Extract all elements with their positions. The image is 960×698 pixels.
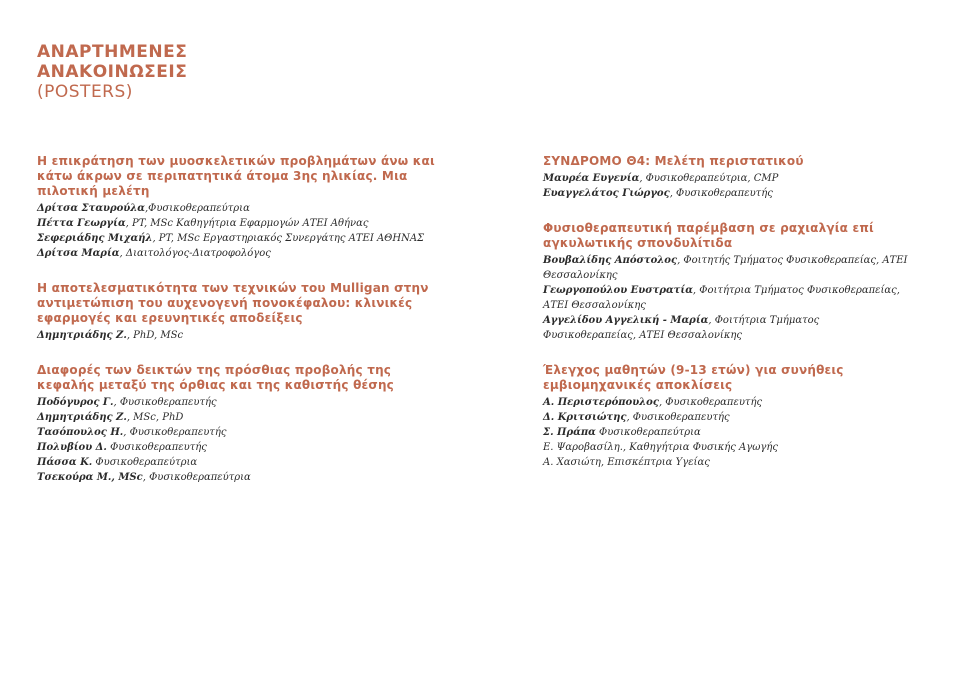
author-name: Πάσσα Κ. (37, 457, 93, 468)
author-role: Α. Χασιώτη, Επισκέπτρια Υγείας (543, 457, 710, 468)
author-line (543, 283, 913, 313)
author-role: , Φυσικοθεραπευτής (658, 397, 763, 408)
right-column (543, 154, 913, 490)
poster-title: Φυσιοθεραπευτική παρέμβαση σε ραχιαλγία επί αγκυλωτικής σπονδυλίτιδα (543, 221, 874, 250)
left-column (37, 154, 437, 505)
author-name: Τασόπουλος Η. (37, 427, 124, 438)
poster-title: Διαφορές των δεικτών της πρόσθιας προβολής της κεφαλής μεταξύ της όρθιας και της καθιστής θέσης (37, 363, 394, 392)
poster-title: Έλεγχος μαθητών (9-13 ετών) για συνήθεις εμβιομηχανικές αποκλίσεις (543, 363, 844, 392)
author-line (543, 395, 913, 410)
author-line (37, 410, 437, 425)
author-name: Δ. Κριτσιώτης (543, 412, 627, 423)
author-line (37, 231, 437, 246)
author-role: , Φυσικοθεραπεύτρια, CMP (639, 173, 779, 184)
author-name: Πολυβίου Δ. (37, 442, 107, 453)
author-name: Δρίτσα Μαρία (37, 248, 120, 259)
poster-item (37, 363, 437, 485)
author-line (37, 201, 437, 216)
author-name: Ευαγγελάτος Γιώργος (543, 188, 670, 199)
poster-title: Η αποτελεσματικότητα των τεχνικών του Mulligan στην αντιμετώπιση του αυχενογενή πονοκέφαλου: κλινικές εφαρμογές και ερευνητικές αποδείξεις (37, 281, 429, 325)
author-role: , Φυσικοθεραπευτής (626, 412, 730, 423)
author-line (543, 186, 913, 201)
author-line (37, 455, 437, 470)
author-role: Φυσικοθεραπευτής (106, 442, 207, 453)
poster-title: ΣΥΝΔΡΟΜΟ Θ4: Μελέτη περιστατικού (543, 154, 804, 168)
author-line (37, 246, 437, 261)
author-name: Μαυρέα Ευγενία (543, 173, 640, 184)
author-line (37, 440, 437, 455)
poster-item (37, 281, 437, 343)
author-line (543, 440, 913, 455)
author-line (543, 455, 913, 470)
poster-item (543, 221, 913, 343)
author-line (543, 425, 913, 440)
author-role: Φυσικοθεραπεύτρια (92, 457, 198, 468)
author-name: Δρίτσα Σταυρούλα (37, 203, 145, 214)
author-role: , PT, MSc Καθηγήτρια Εφαρμογών ΑΤΕΙ Αθήνας (125, 218, 369, 229)
author-role: ,Φυσικοθεραπεύτρια (144, 203, 250, 214)
author-role: , Φοιτήτρια Τμήματος Φυσικοθεραπείας, ΑΤΕΙ Θεσσαλονίκης (543, 285, 900, 311)
author-role: , Φυσικοθεραπευτής (123, 427, 227, 438)
poster-item (543, 154, 913, 201)
author-line (37, 470, 437, 485)
author-line (543, 171, 913, 186)
author-name: Δημητριάδης Ζ. (37, 330, 127, 341)
poster-item (543, 363, 913, 470)
author-role: , Φυσικοθεραπευτής (669, 188, 773, 199)
author-name: Βουβαλίδης Απόστολος (543, 255, 678, 266)
author-role: , Φοιτητής Τμήματος Φυσικοθεραπείας, ΑΤΕΙ Θεσσαλονίκης (543, 255, 908, 281)
header-line-1: ΑΝΑΡΤΗΜΕΝΕΣ (37, 42, 188, 62)
author-role: , Φυσικοθεραπευτής (113, 397, 217, 408)
author-name: Σ. Πράπα (543, 427, 596, 438)
author-line (543, 313, 913, 343)
author-name: Πέττα Γεωργία (37, 218, 126, 229)
author-line (37, 216, 437, 231)
poster-title: Η επικράτηση των μυοσκελετικών προβλημάτων άνω και κάτω άκρων σε περιπατητικά άτομα 3ης ηλικίας. Μια πιλοτική μελέτη (37, 154, 435, 198)
author-role: , PT, MSc Εργαστηριακός Συνεργάτης ΑΤΕΙ ΑΘΗΝΑΣ (152, 233, 425, 244)
header-line-2: ΑΝΑΚΟΙΝΩΣΕΙΣ (37, 62, 188, 82)
author-line (543, 410, 913, 425)
posters-header (37, 42, 187, 102)
header-line-3: (POSTERS) (37, 82, 133, 102)
author-role: , PhD, MSc (126, 330, 184, 341)
author-name: Δημητριάδης Ζ. (37, 412, 127, 423)
author-line (543, 253, 913, 283)
author-role: , MSc, PhD (126, 412, 184, 423)
author-role: , Διαιτολόγος-Διατροφολόγος (119, 248, 271, 259)
author-name: Τσεκούρα Μ., MSc (37, 472, 143, 483)
author-line (37, 328, 437, 343)
poster-item (37, 154, 437, 261)
author-role: , Φοιτήτρια Τμήματος Φυσικοθεραπείας, ΑΤΕΙ Θεσσαλονίκης (543, 315, 820, 341)
author-role: Ε. Ψαροβασίλη., Καθηγήτρια Φυσικής Αγωγής (543, 442, 778, 453)
author-name: Αγγελίδου Αγγελική - Μαρία (543, 315, 709, 326)
author-name: Σεφεριάδης Μιχαήλ (37, 233, 153, 244)
author-line (37, 425, 437, 440)
author-line (37, 395, 437, 410)
author-name: Γεωργοπούλου Ευστρατία (543, 285, 693, 296)
author-role: , Φυσικοθεραπεύτρια (142, 472, 251, 483)
author-role: Φυσικοθεραπεύτρια (595, 427, 701, 438)
author-name: Ποδόγυρος Γ. (37, 397, 114, 408)
author-name: Α. Περιστερόπουλος (543, 397, 659, 408)
